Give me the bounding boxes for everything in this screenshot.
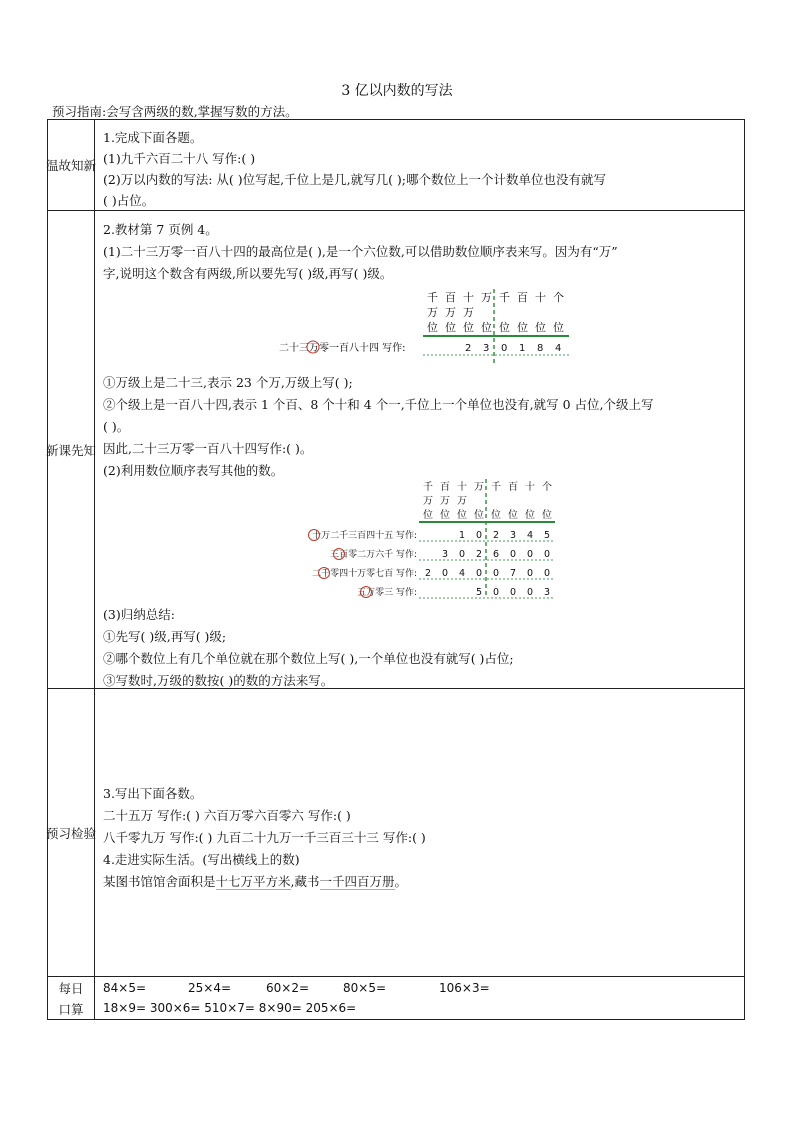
t2-digit: 0: [527, 587, 534, 598]
new-line: ②哪个数位上有几个单位就在那个数位上写( ),一个单位也没有就写( )占位;: [103, 651, 514, 666]
t1-head: 十: [535, 291, 546, 304]
t2-head-mid: 万: [423, 496, 433, 507]
t1-head: 万: [481, 291, 492, 304]
t2-head: 万: [474, 482, 484, 493]
t2-digit: 0: [527, 568, 534, 579]
t1-head: 十: [463, 291, 474, 304]
t1-head-bot: 位: [517, 321, 528, 334]
calc-item: 80×5=: [343, 981, 387, 995]
t2-digit: 0: [459, 549, 466, 560]
t2-head-mid: 万: [457, 496, 467, 507]
t1-head: 千: [427, 291, 438, 304]
t2-head: 千: [423, 482, 433, 493]
t1-head-bot: 位: [499, 321, 510, 334]
place-value-table-2: [103, 479, 743, 599]
t1-digit: 4: [555, 343, 562, 354]
check-line: 4.走进实际生活。(写出横线上的数): [103, 852, 300, 867]
t2-head-bot: 位: [423, 510, 433, 521]
t2-row-label: 三百零二万六千 写作:: [330, 550, 417, 560]
t2-head-bot: 位: [440, 510, 450, 521]
t2-head: 千: [491, 482, 501, 493]
new-line: (3)归纳总结:: [103, 607, 175, 622]
t2-digit: 0: [493, 587, 500, 598]
t1-head: 百: [445, 291, 456, 304]
t2-digit: 0: [476, 530, 483, 541]
t2-digit: 0: [544, 549, 551, 560]
t2-head: 百: [508, 482, 518, 493]
review-line: ( )占位。: [103, 193, 155, 208]
t2-head-bot: 位: [508, 510, 518, 521]
t1-head-bot: 位: [535, 321, 546, 334]
new-line: ②个级上是一百八十四,表示 1 个百、8 个十和 4 个一,千位上一个单位也没有,就写 0 占位,个级上写: [103, 397, 654, 412]
t2-digit: 4: [527, 530, 534, 541]
t2-digit: 0: [510, 549, 517, 560]
t2-head: 十: [457, 482, 467, 493]
page-title: 3 亿以内数的写法: [341, 83, 453, 99]
t1-head-mid: 万: [463, 306, 474, 319]
t1-head-bot: 位: [553, 321, 564, 334]
t2-head: 个: [542, 482, 552, 493]
t1-head: 个: [553, 291, 564, 304]
calc-item: 60×2=: [266, 981, 310, 995]
t2-digit: 5: [544, 530, 551, 541]
t2-head: 十: [525, 482, 535, 493]
new-line: 字,说明这个数含有两级,所以要先写( )级,再写( )级。: [103, 266, 393, 281]
check-line: 八千零九万 写作:( ) 九百二十九万一千三百三十三 写作:( ): [103, 830, 426, 845]
review-label: 温 故 知 新: [48, 120, 95, 210]
preview-check-row: [45, 688, 744, 977]
calc-row-2: 18×9= 300×6= 510×7= 8×90= 205×6=: [103, 1001, 357, 1015]
t2-head-bot: 位: [525, 510, 535, 521]
preview-guide: 预习指南:会写含两级的数,掌握写数的方法。: [52, 104, 298, 119]
t1-digit: 1: [519, 343, 526, 354]
t1-head-bot: 位: [463, 321, 474, 334]
t2-digit: 5: [476, 587, 483, 598]
t2-digit: 0: [527, 549, 534, 560]
daily-calc-row: [48, 976, 744, 1020]
t2-row-label: 十万二千三百四十五 写作:: [312, 531, 417, 541]
new-line: ③写数时,万级的数按( )的数的方法来写。: [103, 673, 334, 688]
t2-digit: 3: [510, 530, 517, 541]
t2-digit: 0: [442, 568, 449, 579]
t2-digit: 7: [510, 568, 517, 579]
underlined-books: 一千四百万册: [319, 874, 395, 889]
t2-digit: 6: [493, 549, 500, 560]
t2-head-bot: 位: [491, 510, 501, 521]
t2-head: 百: [440, 482, 450, 493]
t1-digit: 8: [537, 343, 544, 354]
new-line: ①万级上是二十三,表示 23 个万,万级上写( );: [103, 375, 353, 390]
t1-head-bot: 位: [427, 321, 438, 334]
t2-digit: 3: [442, 549, 449, 560]
t2-digit: 2: [425, 568, 432, 579]
t2-head-bot: 位: [474, 510, 484, 521]
calc-item: 25×4=: [188, 981, 232, 995]
t2-digit: 3: [544, 587, 551, 598]
t2-digit: 0: [510, 587, 517, 598]
t2-head-mid: 万: [440, 496, 450, 507]
t1-digit: 0: [501, 343, 508, 354]
check-line: 3.写出下面各数。: [103, 786, 203, 801]
t1-head: 千: [499, 291, 510, 304]
new-line: 2.教材第 7 页例 4。: [103, 222, 218, 237]
worksheet-table: [47, 119, 745, 1020]
t2-row-label: 二千零四十万零七百 写作:: [312, 569, 417, 579]
t2-digit: 2: [493, 530, 500, 541]
check-line: 二十五万 写作:( ) 六百万零六百零六 写作:( ): [103, 808, 351, 823]
t2-head-bot: 位: [457, 510, 467, 521]
underlined-area: 十七万平方米: [215, 874, 291, 889]
review-line: (1)九千六百二十八 写作:( ): [103, 151, 256, 166]
t1-head: 百: [517, 291, 528, 304]
life-sentence: 某图书馆馆舍面积是十七万平方米,藏书一千四百万册。: [103, 874, 408, 889]
t1-digit: 3: [483, 343, 490, 354]
t1-head-bot: 位: [445, 321, 456, 334]
new-line: 因此,二十三万零一百八十四写作:( )。: [103, 441, 313, 456]
review-line: 1.完成下面各题。: [103, 130, 203, 145]
new-line: (1)二十三万零一百八十四的最高位是( ),是一个六位数,可以借助数位顺序表来写。因为有“万”: [103, 244, 618, 259]
calc-item: 106×3=: [439, 981, 490, 995]
t2-head-bot: 位: [542, 510, 552, 521]
new-lesson-row: [45, 210, 744, 689]
review-line: (2)万以内数的写法: 从( )位写起,千位上是几,就写几( );哪个数位上一个计数单位也没有就写: [103, 172, 607, 187]
t2-digit: 0: [476, 568, 483, 579]
t2-row-label: 五万零三 写作:: [357, 588, 417, 598]
t2-digit: 4: [459, 568, 466, 579]
t1-row-label: 二十三万零一百八十四 写作:: [279, 343, 406, 354]
t1-head-mid: 万: [445, 306, 456, 319]
t2-digit: 0: [544, 568, 551, 579]
t2-digit: 1: [459, 530, 466, 541]
review-row: [45, 120, 744, 210]
new-line: ( )。: [103, 419, 130, 434]
daily-calc-label: 每日 口算: [48, 977, 95, 1020]
new-lesson-label: 新 课 先 知: [48, 211, 95, 689]
new-line: (2)利用数位顺序表写其他的数。: [103, 463, 284, 478]
t2-digit: 0: [493, 568, 500, 579]
t1-digit: 2: [465, 343, 472, 354]
place-value-table-1: [103, 289, 743, 369]
preview-check-label: 预 习 检 验: [48, 689, 95, 977]
t1-head-mid: 万: [427, 306, 438, 319]
t1-head-bot: 位: [481, 321, 492, 334]
new-line: ①先写( )级,再写( )级;: [103, 629, 227, 644]
t2-digit: 2: [476, 549, 483, 560]
calc-item: 84×5=: [103, 981, 147, 995]
